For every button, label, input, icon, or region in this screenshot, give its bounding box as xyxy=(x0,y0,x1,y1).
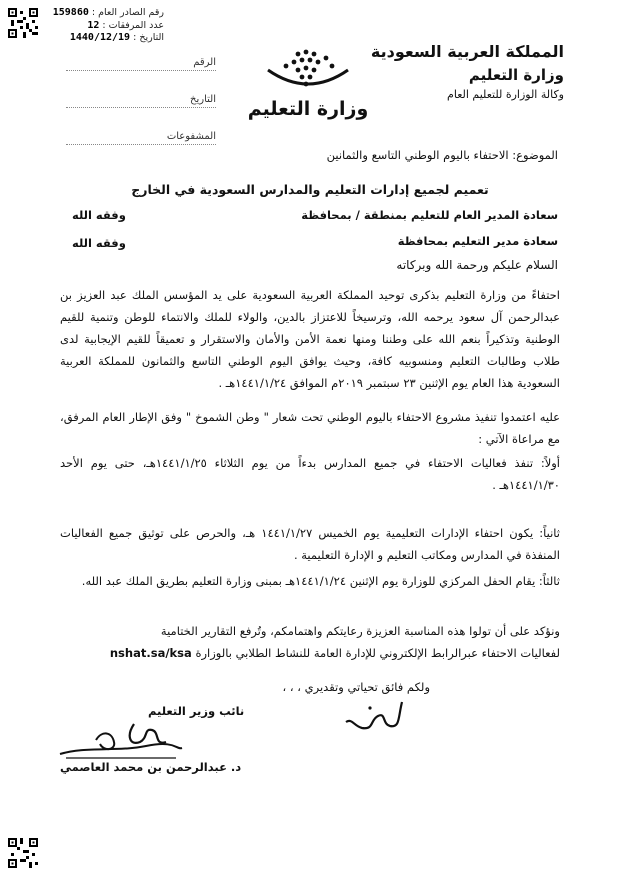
kingdom-name: المملكة العربية السعودية xyxy=(370,42,564,61)
letterhead-left xyxy=(66,48,216,159)
number-field-label: الرقم xyxy=(193,57,216,68)
ministry-logo xyxy=(198,40,418,130)
document-meta xyxy=(44,7,164,45)
addressee-1: سعادة المدير العام للتعليم بمنطقة / بمحافظة xyxy=(301,208,558,222)
qr-code-icon xyxy=(8,8,38,38)
addressee-2-closing: وفقه الله xyxy=(72,236,126,250)
signatory-title: نائب وزير التعليم xyxy=(148,704,245,718)
attachments-value: 12 xyxy=(87,19,100,31)
date-field-label: التاريخ xyxy=(190,94,216,105)
paragraph-closing-line-2 xyxy=(60,646,560,660)
paragraph-intro: احتفاءً من وزارة التعليم بذكرى توحيد المملكة العربية السعودية على يد المؤسس الملك عبد العزيز بن عبدالرحمن آل سعود يرحمه الله، وترسيخاً للاعتزاز بالدين، والولاء للملك والانتماء للوطن وتنمية للقيم الوطنية وتذكيراً بنعم الله على وطننا ومنها نعمة الأمن والأمان والاستقرار و تعميقاً للقيم الإيجابية لدى طلاب وطالبات التعليم ومنسوبيه كافة، وحيث يوافق اليوم الوطني التاسع والثمانون للمملكة العربية السعودية هذا العام يوم الإثنين ٢٣ سبتمبر ٢٠١٩م الموافق ١٤٤١/١/٢٤هـ . xyxy=(60,288,560,390)
logo-text: وزارة التعليم xyxy=(247,98,369,120)
addressee-1-closing: وفقه الله xyxy=(72,208,126,222)
subject-line: الموضوع: الاحتفاء باليوم الوطني التاسع والثمانين xyxy=(326,148,558,162)
paragraph-closing-line-1: ونؤكد على أن تولوا هذه المناسبة العزيزة رعايتكم واهتمامكم، وتُرفع التقارير الختامية xyxy=(160,624,560,638)
closing-greeting: ولكم فائق تحياتي وتقديري ، ، ، xyxy=(282,680,430,694)
report-link[interactable]: nshat.sa/ksa xyxy=(109,646,192,660)
ministry-name: وزارة التعليم xyxy=(468,66,564,84)
date-label: التاريخ : xyxy=(133,32,164,43)
agency-name: وكالة الوزارة للتعليم العام xyxy=(447,88,564,101)
date-value: 1440/12/19 xyxy=(69,32,131,43)
paragraph-directive: عليه اعتمدوا تنفيذ مشروع الاحتفاء باليوم الوطني تحت شعار " وطن الشموخ " وفق الإطار العام المرفق، مع مراعاة الآتي : xyxy=(60,410,560,446)
bottom-qr-code-icon xyxy=(8,838,38,868)
circular-title: تعميم لجميع إدارات التعليم والمدارس السعودية في الخارج xyxy=(131,182,489,197)
ref-value: 159860 xyxy=(52,7,89,18)
signatory-name: د. عبدالرحمن بن محمد العاصمي xyxy=(60,760,242,774)
signature-icon xyxy=(56,716,186,764)
greeting: السلام عليكم ورحمة الله وبركاته xyxy=(396,258,558,272)
initials-signature-icon xyxy=(340,696,410,736)
point-third: ثالثاً: يقام الحفل المركزي للوزارة يوم الإثنين ١٤٤١/١/٢٤هـ بمبنى وزارة التعليم بطريق الملك عبد الله. xyxy=(81,574,560,588)
point-second: ثانياً: يكون احتفاء الإدارات التعليمية يوم الخميس ١٤٤١/١/٢٧ هـ، والحرص على توثيق جميع الفعاليات المنفذة في المدارس ومكاتب التعليم و الإدارة التعليمية . xyxy=(60,526,560,562)
point-first: أولاً: تنفذ فعاليات الاحتفاء في جميع المدارس بدءاً من يوم الثلاثاء ١٤٤١/١/٢٥هـ، حتى يوم الأحد ١٤٤١/١/٣٠هـ . xyxy=(60,456,560,492)
ref-label: رقم الصادر العام : xyxy=(91,7,164,18)
attachments-label: عدد المرفقات : xyxy=(102,19,164,31)
addressee-2: سعادة مدير التعليم بمحافظة xyxy=(397,234,558,248)
ministry-logo-icon xyxy=(198,40,418,100)
attachments-field-label: المشفوعات xyxy=(166,131,216,142)
paragraph-closing-text: لفعاليات الاحتفاء عبرالرابط الإلكتروني للإدارة العامة للنشاط الطلابي بالوزارة xyxy=(195,646,560,660)
